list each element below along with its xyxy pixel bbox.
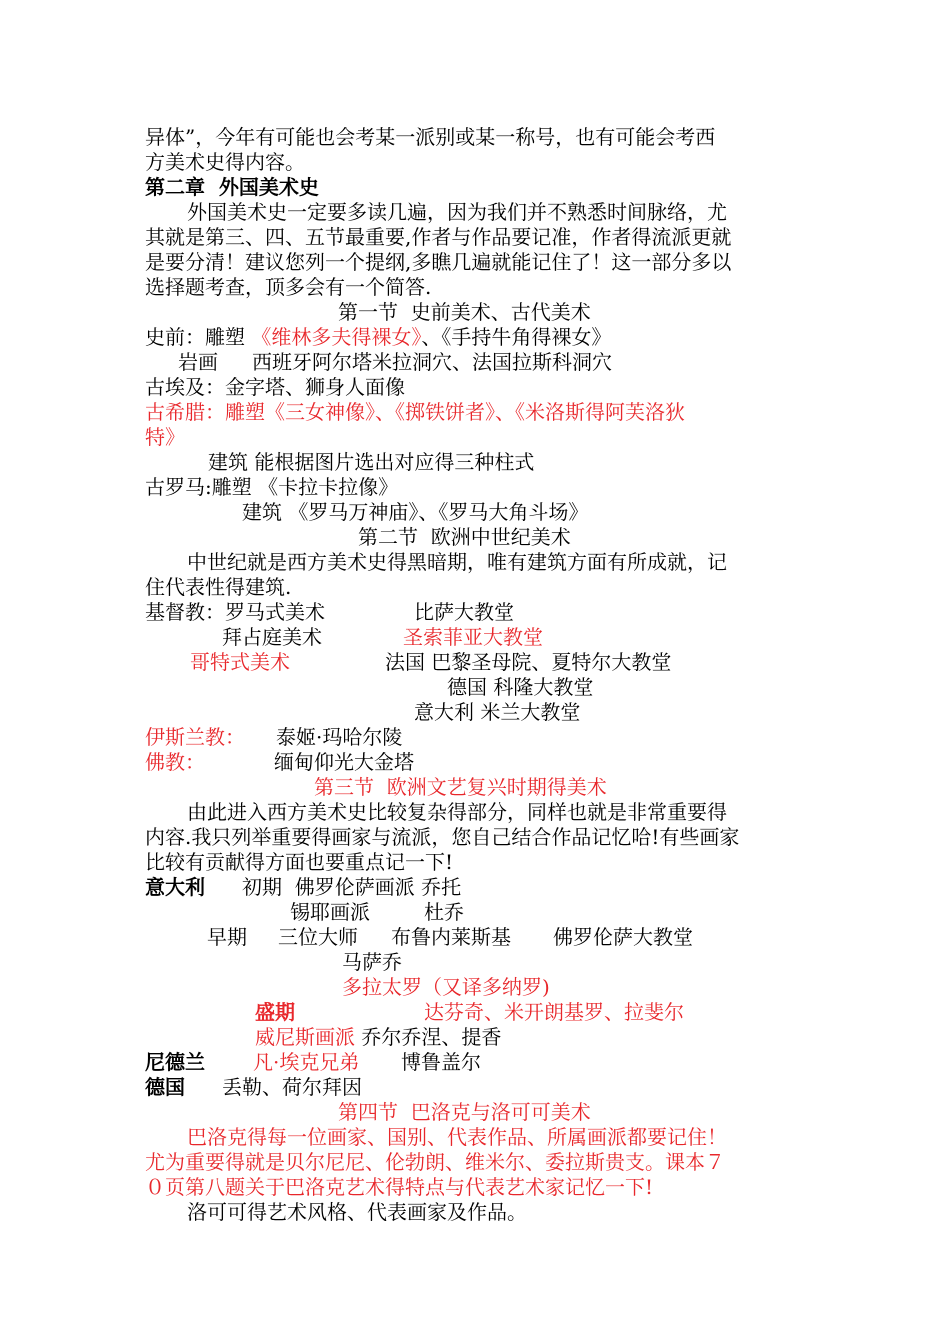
prehistoric-work: 、《手持牛角得裸女》	[421, 325, 612, 349]
section-2-title: 第二节 欧洲中世纪美术	[358, 525, 571, 549]
section-3-paragraph-line: 比较有贡献得方面也要重点记一下!	[145, 850, 454, 874]
section-3-title: 第三节 欧洲文艺复兴时期得美术	[314, 775, 607, 799]
buddhism-label: 佛教：	[145, 750, 205, 774]
section-2-paragraph-line: 住代表性得建筑.	[145, 575, 292, 599]
intro-line-2: 方美术史得内容。	[145, 150, 305, 174]
masaccio: 马萨乔	[342, 950, 402, 974]
section-4-paragraph-line: ０页第八题关于巴洛克艺术得特点与代表艺术家记忆一下!	[145, 1175, 654, 1199]
high-renaissance-label: 盛期	[255, 1000, 295, 1024]
section-2-paragraph-line: 中世纪就是西方美术史得黑暗期，唯有建筑方面有所成就，记	[187, 550, 727, 574]
byzantine-label: 拜占庭美术	[222, 625, 322, 649]
islam-label: 伊斯兰教：	[145, 725, 245, 749]
duccio: 杜乔	[424, 900, 464, 924]
chapter-paragraph-line: 外国美术史一定要多读几遍，因为我们并不熟悉时间脉络，尤	[187, 200, 727, 224]
section-4-paragraph-line: 尤为重要得就是贝尔尼尼、伦勃朗、维米尔、委拉斯贵支。课本７	[145, 1150, 725, 1174]
greece-line-2: 特》	[145, 425, 185, 449]
venice-label: 威尼斯画派	[255, 1025, 355, 1049]
florence-cathedral: 佛罗伦萨大教堂	[553, 925, 693, 949]
gothic-italy: 意大利 米兰大教堂	[414, 700, 581, 724]
christian-label: 基督教：罗马式美术	[145, 600, 325, 624]
van-eyck: 凡·埃克兄弟	[253, 1050, 360, 1074]
donatello: 多拉太罗（又译多纳罗)	[342, 975, 550, 999]
buddhism-work: 缅甸仰光大金塔	[274, 750, 414, 774]
chapter-paragraph-line: 选择题考查，顶多会有一个简答.	[145, 275, 432, 299]
section-4-paragraph-line: 巴洛克得每一位画家、国别、代表作品、所属画派都要记住！	[187, 1125, 727, 1149]
germany-artists: 丢勒、荷尔拜因	[222, 1075, 362, 1099]
rome-architecture: 建筑 《罗马万神庙》、《罗马大角斗场》	[242, 500, 589, 524]
intro-line-1: 异体”，今年有可能也会考某一派别或某一称号，也有可能会考西	[145, 125, 716, 149]
bruegel: 博鲁盖尔	[401, 1050, 481, 1074]
rock-label: 岩画	[178, 350, 218, 374]
venice-artists: 乔尔乔涅、提香	[355, 1025, 502, 1049]
byzantine-work: 圣索菲亚大教堂	[403, 625, 543, 649]
prehistoric-line	[145, 325, 611, 350]
section-4-title: 第四节 巴洛克与洛可可美术	[338, 1100, 591, 1124]
section-3-paragraph-line: 内容.我只列举重要得画家与流派，您自己结合作品记忆哈!有些画家	[145, 825, 740, 849]
rock-works: 西班牙阿尔塔米拉洞穴、法国拉斯科洞穴	[252, 350, 612, 374]
early-label: 早期	[207, 925, 247, 949]
egypt-line: 古埃及：金字塔、狮身人面像	[145, 375, 405, 399]
italy-label: 意大利	[145, 875, 205, 899]
germany-label: 德国	[145, 1075, 185, 1099]
gothic-france: 法国 巴黎圣母院、夏特尔大教堂	[385, 650, 672, 674]
netherlands-label: 尼德兰	[145, 1050, 205, 1074]
chapter-paragraph-line: 其就是第三、四、五节最重要,作者与作品要记准，作者得流派更就	[145, 225, 732, 249]
chapter-paragraph-line: 是要分清！建议您列一个提纲,多瞧几遍就能记住了！这一部分多以	[145, 250, 732, 274]
venice-line	[255, 1025, 501, 1050]
prehistoric-work-highlight: 《维林多夫得裸女》	[251, 325, 422, 349]
rococo-line: 洛可可得艺术风格、代表画家及作品。	[187, 1200, 527, 1224]
rome-line: 古罗马:雕塑 《卡拉卡拉像》	[145, 475, 399, 499]
christian-work: 比萨大教堂	[414, 600, 514, 624]
chapter-heading: 第二章 外国美术史	[145, 175, 319, 199]
brunelleschi: 布鲁内莱斯基	[391, 925, 511, 949]
islam-work: 泰姬·玛哈尔陵	[276, 725, 403, 749]
siena-school: 锡耶画派	[290, 900, 370, 924]
greece-line-1: 古希腊：雕塑《三女神像》、《掷铁饼者》、《米洛斯得阿芙洛狄	[145, 400, 685, 424]
section-3-paragraph-line: 由此进入西方美术史比较复杂得部分，同样也就是非常重要得	[187, 800, 727, 824]
greece-architecture: 建筑 能根据图片选出对应得三种柱式	[208, 450, 535, 474]
prehistoric-label: 史前：雕塑	[145, 325, 245, 349]
gothic-germany: 德国 科隆大教堂	[447, 675, 594, 699]
italy-early-1: 初期 佛罗伦萨画派 乔托	[242, 875, 462, 899]
three-masters: 三位大师	[278, 925, 358, 949]
high-renaissance-artists: 达芬奇、米开朗基罗、拉斐尔	[424, 1000, 684, 1024]
section-1-title: 第一节 史前美术、古代美术	[338, 300, 591, 324]
gothic-label: 哥特式美术	[190, 650, 290, 674]
